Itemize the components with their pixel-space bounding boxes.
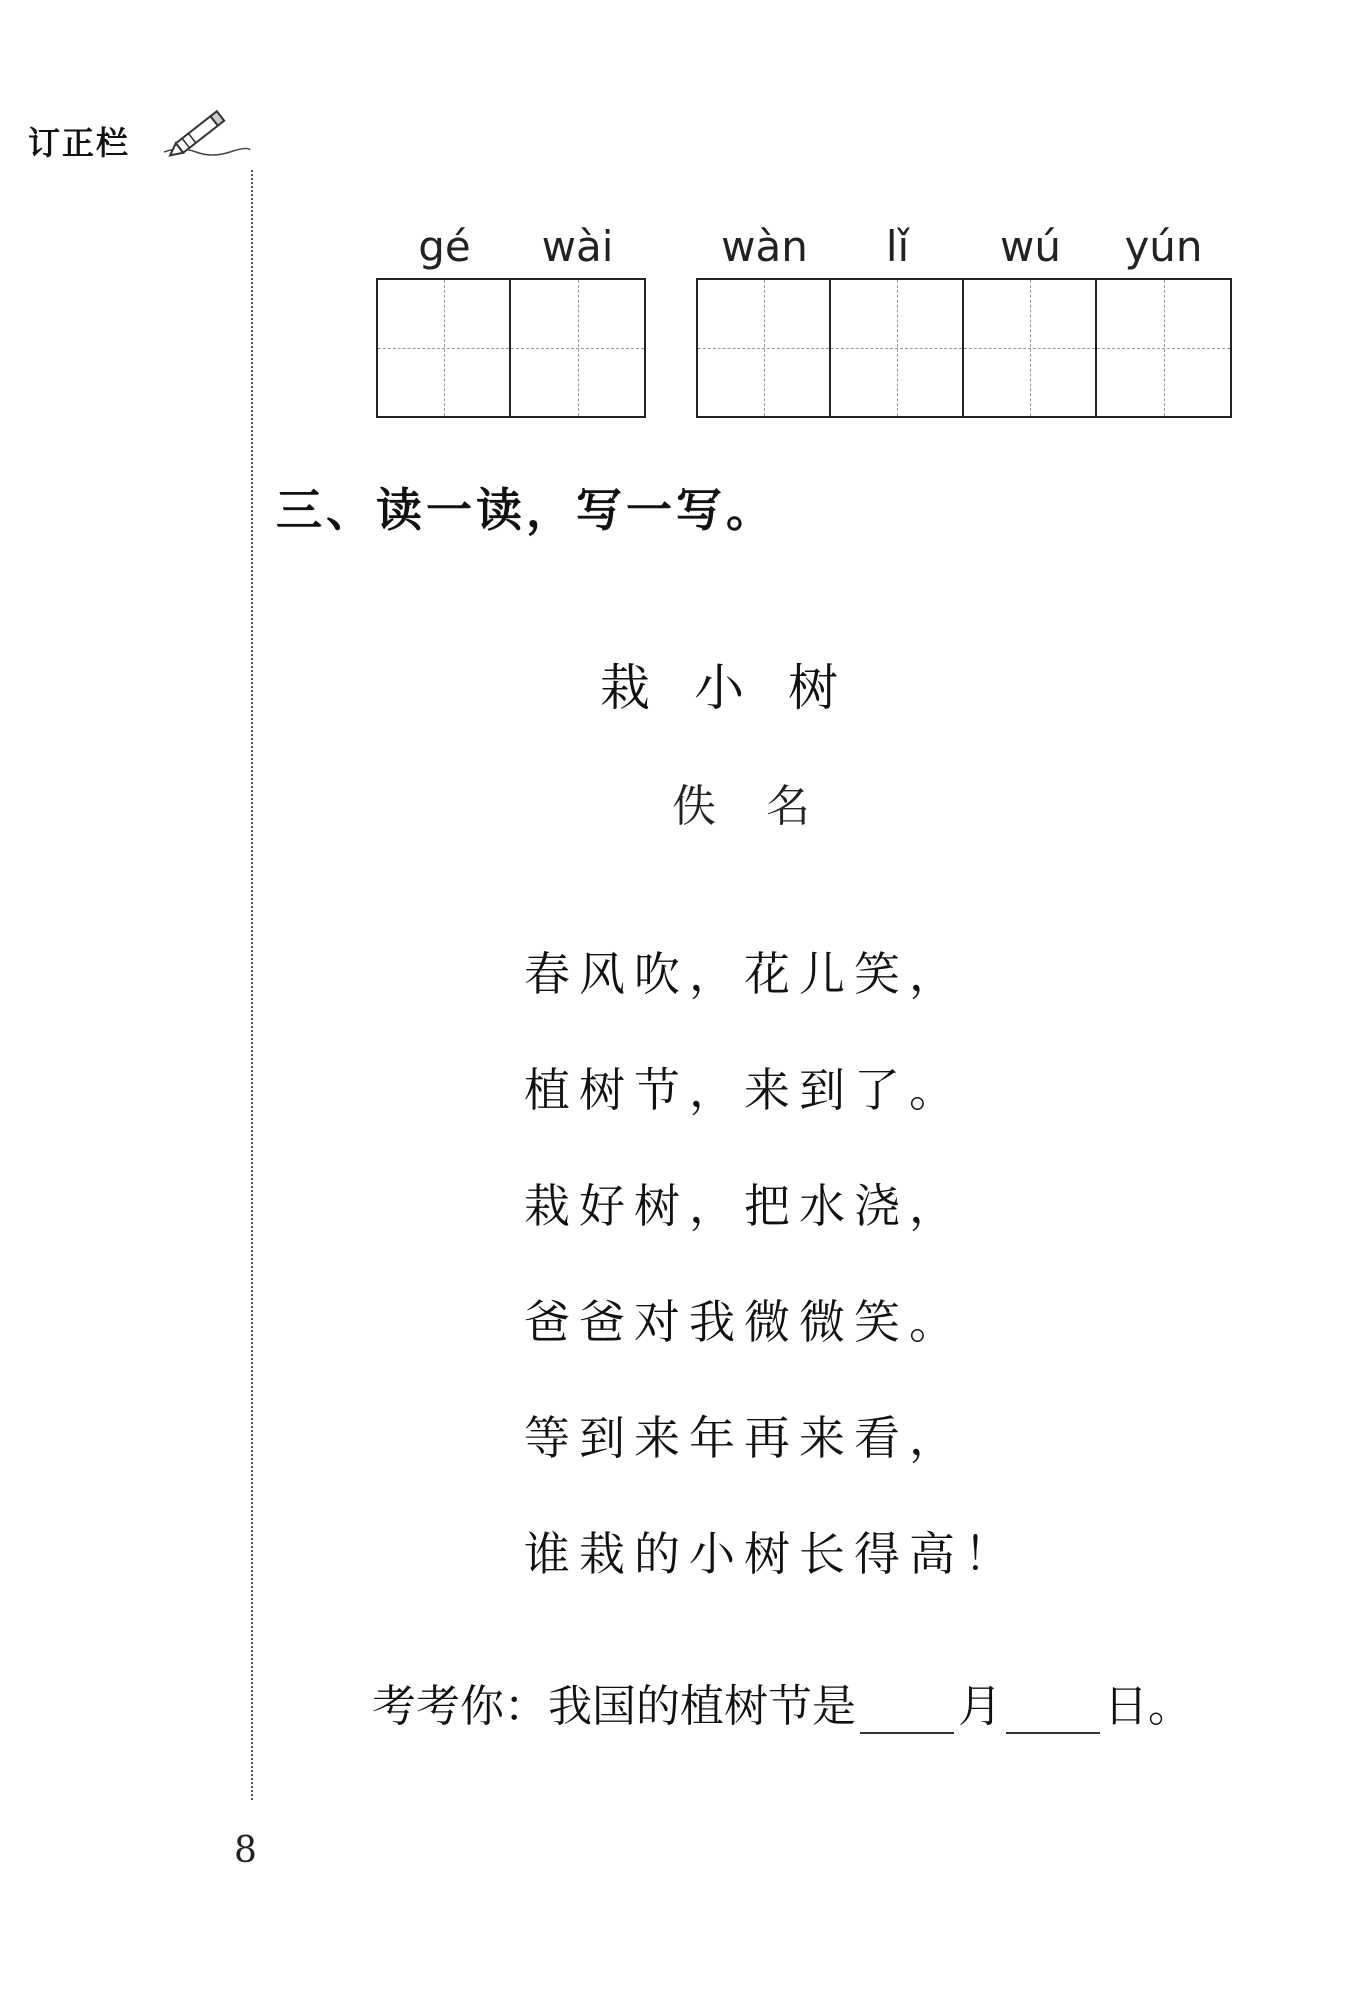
pinyin-syllable: yún xyxy=(1124,222,1203,271)
margin-dotted-line xyxy=(251,170,253,1800)
poem-line: 栽好树，把水浇， xyxy=(524,1179,964,1233)
poem-line: 谁栽的小树长得高！ xyxy=(524,1527,1019,1581)
month-answer-blank[interactable] xyxy=(860,1688,954,1734)
pinyin-syllable: wú xyxy=(1000,222,1061,271)
page-number: 8 xyxy=(234,1830,257,1871)
writing-cell[interactable] xyxy=(831,280,964,416)
poem-line: 植树节，来到了。 xyxy=(524,1063,964,1117)
writing-cell[interactable] xyxy=(378,280,511,416)
poem-line: 爸爸对我微微笑。 xyxy=(524,1295,964,1349)
poem-author: 佚名 xyxy=(672,781,860,832)
writing-grid-word-2 xyxy=(696,278,1232,418)
writing-cell[interactable] xyxy=(1097,280,1230,416)
poem-line: 春风吹，花儿笑， xyxy=(524,947,964,1001)
writing-cell[interactable] xyxy=(511,280,644,416)
quiz-question xyxy=(372,1670,1192,1734)
quiz-prefix: 考考你：我国的植树节是 xyxy=(372,1681,856,1732)
pencil-icon xyxy=(160,100,252,160)
poem-line: 等到来年再来看， xyxy=(524,1411,964,1465)
day-answer-blank[interactable] xyxy=(1006,1688,1100,1734)
quiz-month-label: 月 xyxy=(958,1681,1002,1732)
quiz-day-label: 日。 xyxy=(1104,1681,1192,1732)
section-heading: 三、读一读，写一写。 xyxy=(276,483,776,537)
writing-cell[interactable] xyxy=(698,280,831,416)
writing-cell[interactable] xyxy=(964,280,1097,416)
writing-grid-word-1 xyxy=(376,278,646,418)
poem-body xyxy=(524,945,1019,1641)
pinyin-syllable: lǐ xyxy=(885,222,910,271)
correction-column-title: 订正栏 xyxy=(28,124,131,162)
pinyin-syllable: wài xyxy=(541,222,614,271)
pinyin-syllable: wàn xyxy=(721,222,808,271)
pinyin-syllable: gé xyxy=(418,222,471,271)
poem-title: 栽小树 xyxy=(600,659,882,717)
